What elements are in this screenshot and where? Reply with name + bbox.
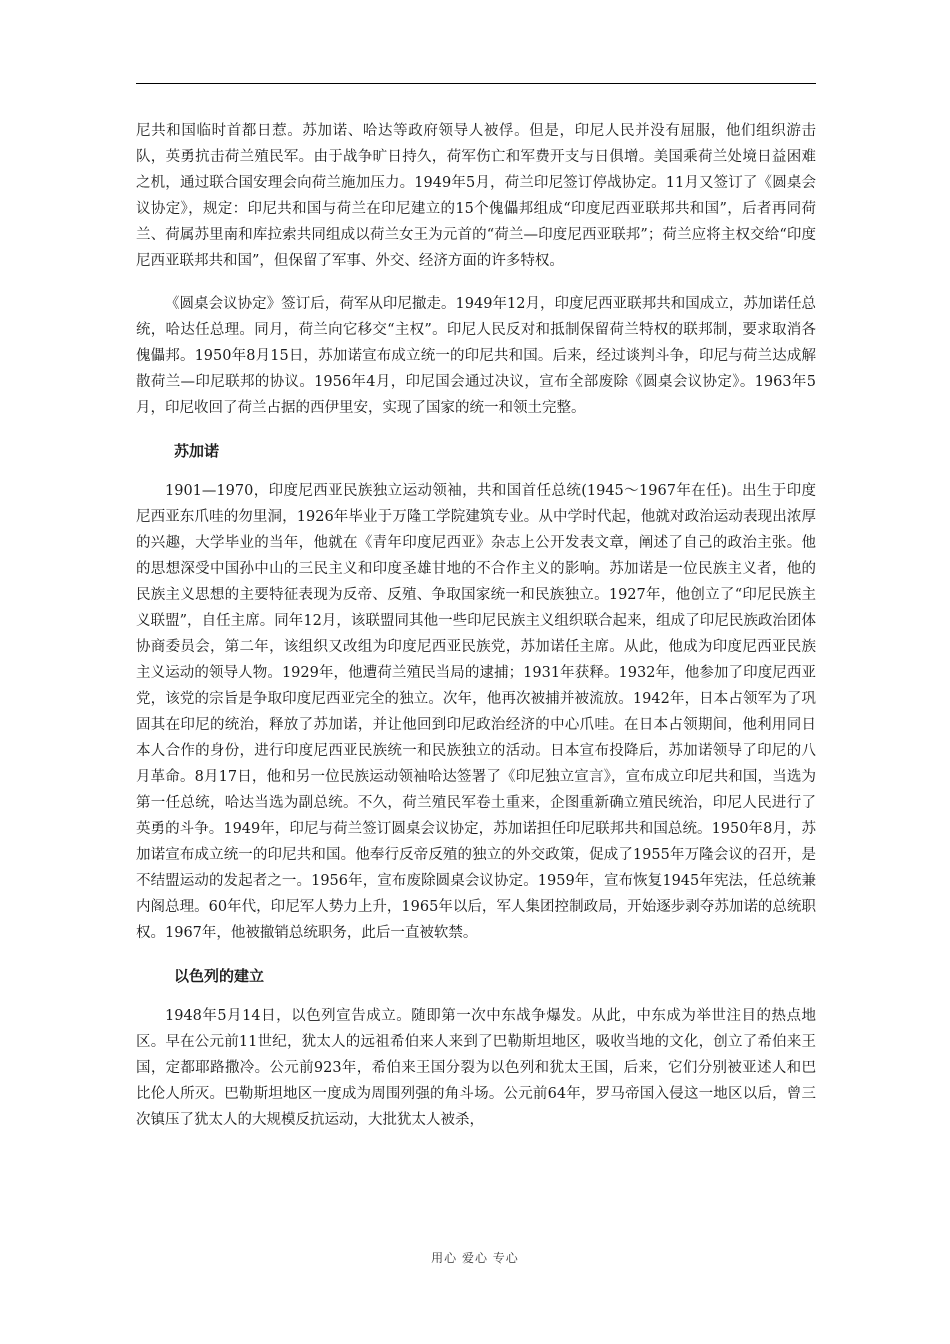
paragraph-1: 尼共和国临时首都日惹。苏加诺、哈达等政府领导人被俘。但是，印尼人民并没有屈服，他们组织游击队，英勇抗击荷兰殖民军。由于战争旷日持久，荷军伤亡和军费开支与日俱增。美国乘荷兰处境日益困难之机，通过联合国安理会向荷兰施加压力。1949年5月，荷兰印尼签订停战协定。11月又签订了《圆桌会议协定》，规定：印尼共和国与荷兰在印尼建立的15个傀儡邦组成“印度尼西亚联邦共和国”，后者再同荷兰、荷属苏里南和库拉索共同组成以荷兰女王为元首的“荷兰—印度尼西亚联邦”；荷兰应将主权交给“印度尼西亚联邦共和国”，但保留了军事、外交、经济方面的许多特权。 [136,123,816,269]
paragraph-3: 1901—1970，印度尼西亚民族独立运动领袖，共和国首任总统(1945～1967年在任)。出生于印度尼西亚东爪哇的勿里洞，1926年毕业于万隆工学院建筑专业。从中学时代起，他就对政治运动表现出浓厚的兴趣，大学毕业的当年，他就在《青年印度尼西亚》杂志上公开发表文章，阐述了自己的政治主张。他的思想深受中国孙中山的三民主义和印度圣雄甘地的不合作主义的影响。苏加诺是一位民族主义者，他的民族主义思想的主要特征表现为反帝、反殖、争取国家统一和民族独立。1927年，他创立了“印尼民族主义联盟”，自任主席。同年12月，该联盟同其他一些印尼民族主义组织联合起来，组成了印尼民族政治团体协商委员会，第二年，该组织又改组为印度尼西亚民族党，苏加诺任主席。从此，他成为印度尼西亚民族主义运动的领导人物。1929年，他遭荷兰殖民当局的逮捕；1931年获释。1932年，他参加了印度尼西亚党，该党的宗旨是争取印度尼西亚完全的独立。次年，他再次被捕并被流放。1942年，日本占领军为了巩固其在印尼的统治，释放了苏加诺，并让他回到印尼政治经济的中心爪哇。在日本占领期间，他利用同日本人合作的身份，进行印度尼西亚民族统一和民族独立的活动。日本宣布投降后，苏加诺领导了印尼的八月革命。8月17日，他和另一位民族运动领袖哈达签署了《印尼独立宣言》，宣布成立印尼共和国，当选为第一任总统，哈达当选为副总统。不久，荷兰殖民军卷土重来，企图重新确立殖民统治，印尼人民进行了英勇的斗争。1949年，印尼与荷兰签订圆桌会议协定，苏加诺担任印尼联邦共和国总统。1950年8月，苏加诺宣布成立统一的印尼共和国。他奉行反帝反殖的独立的外交政策，促成了1955年万隆会议的召开，是不结盟运动的发起者之一。1956年，宣布废除圆桌会议协定。1959年，宣布恢复1945年宪法，任总统兼内阁总理。60年代，印尼军人势力上升，1965年以后，军人集团控制政局，开始逐步剥夺苏加诺的总统职权。1967年，他被撤销总统职务，此后一直被软禁。 [136,483,816,941]
document-body [136,118,816,1150]
header-rule [136,83,816,84]
section-heading-israel: 以色列的建立 [174,967,265,985]
page-footer: 用心 爱心 专心 [431,1251,519,1265]
paragraph-2: 《圆桌会议协定》签订后，荷军从印尼撤走。1949年12月，印度尼西亚联邦共和国成立，苏加诺任总统，哈达任总理。同月，荷兰向它移交“主权”。印尼人民反对和抵制保留荷兰特权的联邦制，要求取消各傀儡邦。1950年8月15日，苏加诺宣布成立统一的印尼共和国。后来，经过谈判斗争，印尼与荷兰达成解散荷兰—印尼联邦的协议。1956年4月，印尼国会通过决议，宣布全部废除《圆桌会议协定》。1963年5月，印尼收回了荷兰占据的西伊里安，实现了国家的统一和领土完整。 [136,296,816,416]
paragraph-4: 1948年5月14日，以色列宣告成立。随即第一次中东战争爆发。从此，中东成为举世注目的热点地区。早在公元前11世纪，犹太人的远祖希伯来人来到了巴勒斯坦地区，吸收当地的文化，创立了希伯来王国，定都耶路撒冷。公元前923年，希伯来王国分裂为以色列和犹太王国，后来，它们分别被亚述人和巴比伦人所灭。巴勒斯坦地区一度成为周围列强的角斗场。公元前64年，罗马帝国入侵这一地区以后，曾三次镇压了犹太人的大规模反抗运动，大批犹太人被杀， [136,1008,816,1128]
section-heading-sukarno: 苏加诺 [174,442,220,460]
